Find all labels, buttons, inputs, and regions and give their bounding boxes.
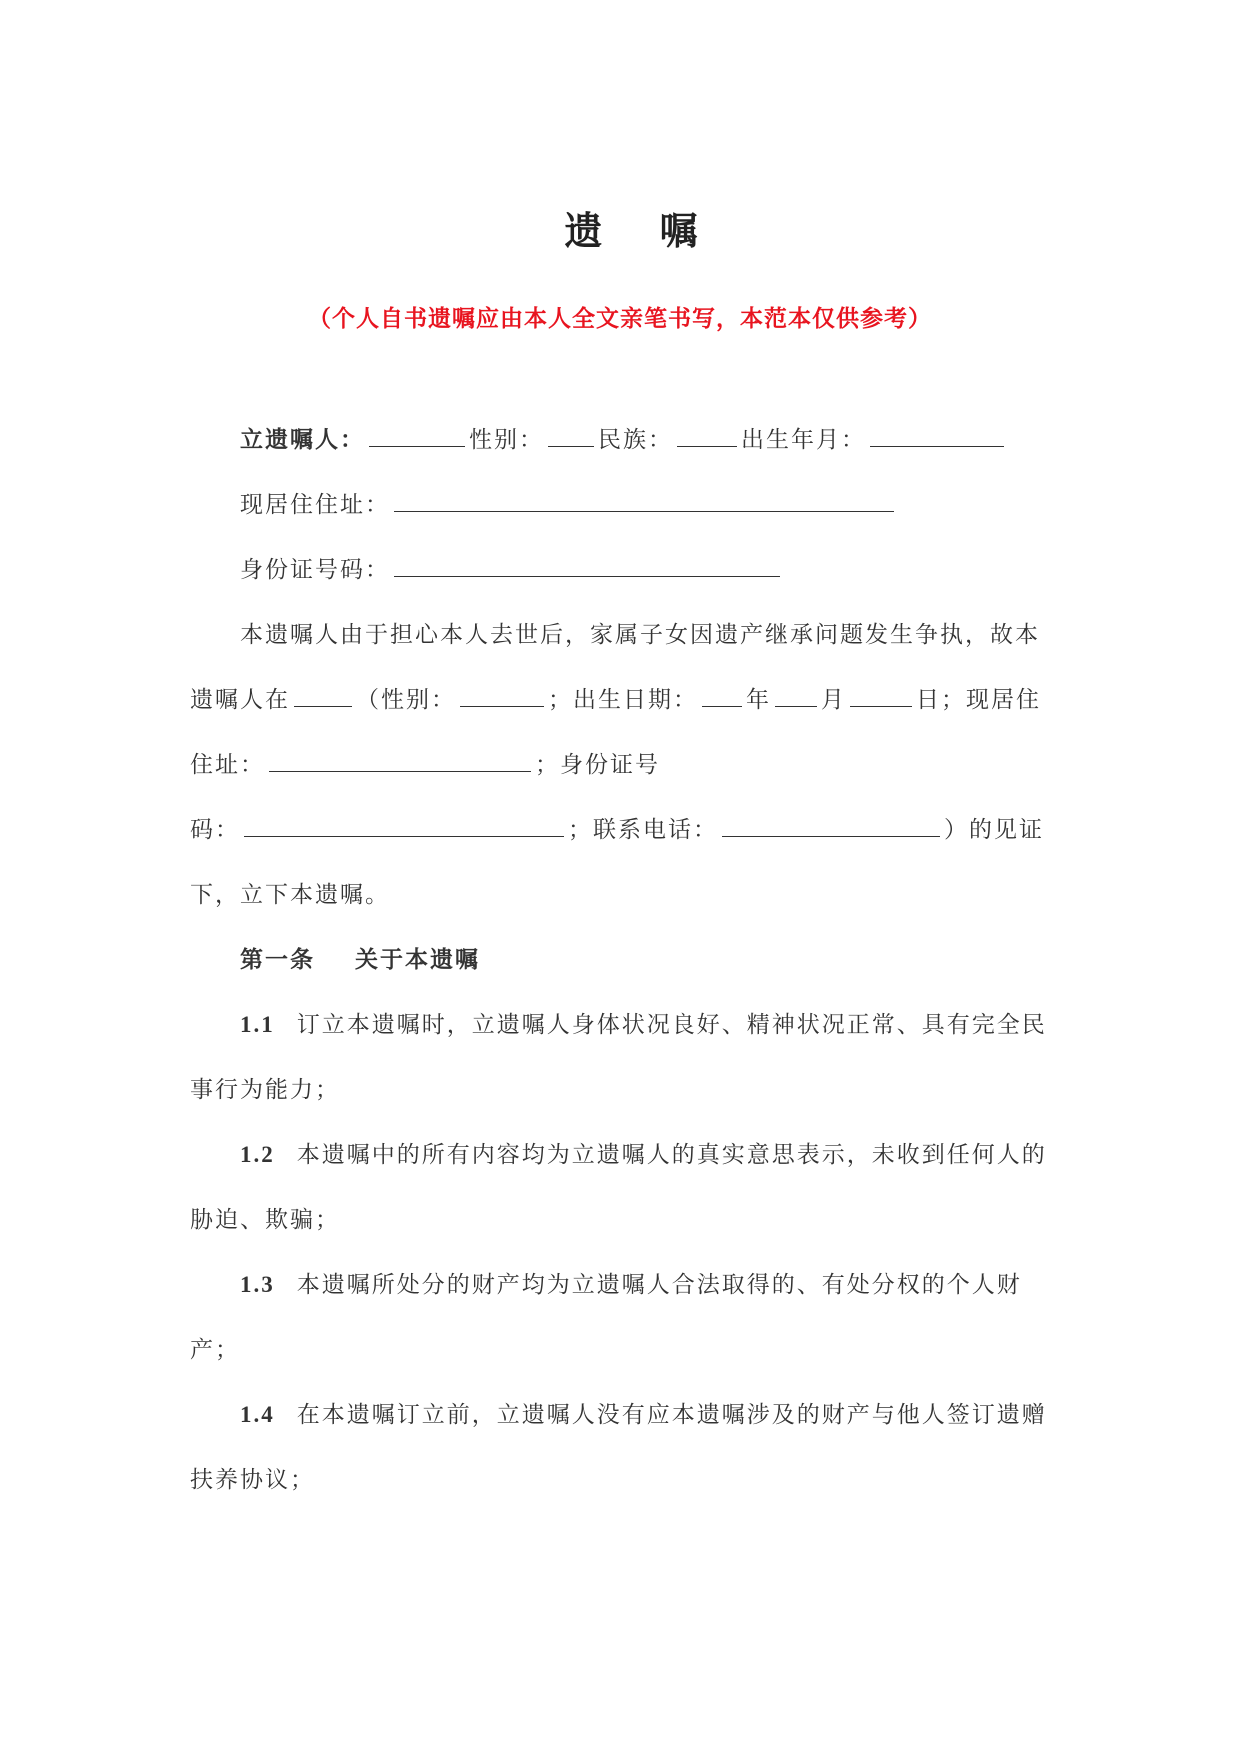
intro-line-3 <box>190 745 1050 785</box>
intro-text: 遗嘱人在 <box>190 687 290 713</box>
item-text: 订立本遗嘱时，立遗嘱人身体状况良好、精神状况正常、具有完全民 <box>296 1012 1047 1038</box>
intro-text: ；联系电话： <box>568 817 718 843</box>
article-item-1-4-cont: 扶养协议； <box>190 1467 315 1493</box>
gender-label: 性别： <box>469 427 544 453</box>
witness-blank <box>294 680 352 707</box>
id-blank <box>394 550 780 577</box>
article-item-1-2 <box>240 1135 1100 1175</box>
item-text: 在本遗嘱订立前，立遗嘱人没有应本遗嘱涉及的财产与他人签订遗赠 <box>296 1402 1047 1428</box>
article-item-1-1-cont: 事行为能力； <box>190 1077 340 1103</box>
witness-address-blank <box>269 745 531 772</box>
address-label: 现居住住址： <box>240 492 390 518</box>
witness-gender-blank <box>460 680 544 707</box>
intro-line-1: 本遗嘱人由于担心本人去世后，家属子女因遗产继承问题发生争执，故本 <box>240 622 1040 648</box>
item-number: 1.1 <box>240 1012 275 1037</box>
article-item-1-3-cont: 产； <box>190 1337 240 1363</box>
item-number: 1.2 <box>240 1142 275 1167</box>
birth-blank <box>870 420 1004 447</box>
item-text: 本遗嘱所处分的财产均为立遗嘱人合法取得的、有处分权的个人财 <box>296 1272 1022 1298</box>
article-item-1-2-cont: 胁迫、欺骗； <box>190 1207 340 1233</box>
birth-label: 出生年月： <box>741 427 866 453</box>
intro-line-2 <box>190 680 1050 720</box>
intro-text: ；身份证号 <box>535 752 660 778</box>
intro-text: 码： <box>190 817 240 843</box>
article-item-1-3 <box>240 1265 1100 1305</box>
intro-text: ）的见证 <box>944 817 1044 843</box>
address-blank <box>394 485 894 512</box>
ethnicity-blank <box>677 420 737 447</box>
intro-line-5: 下，立下本遗嘱。 <box>190 882 390 908</box>
document-title: 遗 嘱 <box>564 208 720 253</box>
intro-text: 月 <box>821 687 846 713</box>
intro-text: 年 <box>746 687 771 713</box>
gender-blank <box>548 420 594 447</box>
intro-line-4 <box>190 810 1050 850</box>
article-1-heading: 第一条 关于本遗嘱 <box>240 946 481 973</box>
testator-line <box>240 420 1100 460</box>
id-line <box>240 550 1100 590</box>
intro-text: 日；现居住 <box>916 687 1041 713</box>
address-line <box>240 485 1100 525</box>
ethnicity-label: 民族： <box>598 427 673 453</box>
item-number: 1.4 <box>240 1402 275 1427</box>
id-label: 身份证号码： <box>240 557 390 583</box>
witness-id-blank <box>244 810 564 837</box>
article-item-1-4 <box>240 1395 1100 1435</box>
testator-label: 立遗嘱人： <box>240 426 365 453</box>
year-blank <box>702 680 742 707</box>
witness-phone-blank <box>722 810 940 837</box>
document-subtitle: （个人自书遗嘱应由本人全文亲笔书写，本范本仅供参考） <box>308 305 932 332</box>
month-blank <box>775 680 817 707</box>
item-number: 1.3 <box>240 1272 275 1297</box>
day-blank <box>850 680 912 707</box>
article-item-1-1 <box>240 1005 1100 1045</box>
intro-text: 住址： <box>190 752 265 778</box>
item-text: 本遗嘱中的所有内容均为立遗嘱人的真实意思表示，未收到任何人的 <box>296 1142 1047 1168</box>
intro-text: ；出生日期： <box>548 687 698 713</box>
name-blank <box>369 420 465 447</box>
intro-text: （性别： <box>356 687 456 713</box>
